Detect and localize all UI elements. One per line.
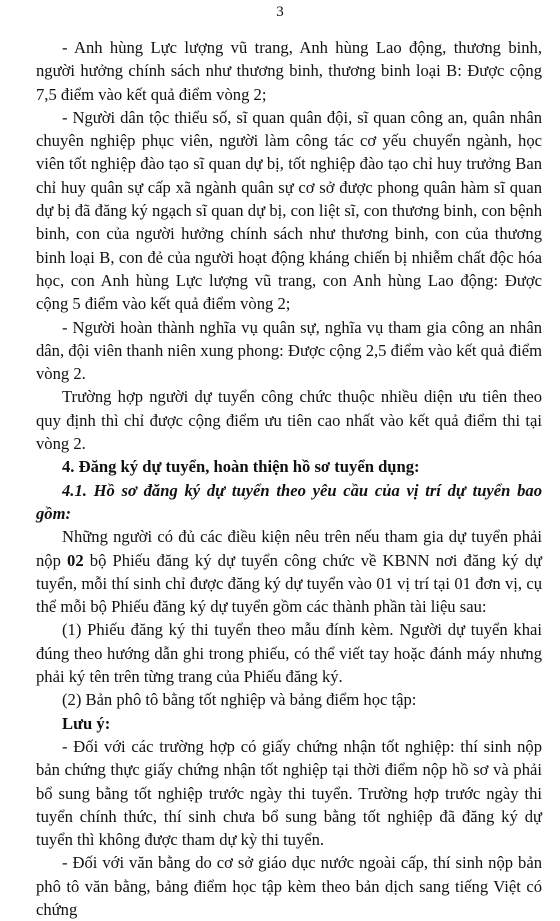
note-graduation-certificate: - Đối với các trường hợp có giấy chứng nhận tốt nghiệp: thí sinh nộp bản chứng thực giấy chứng nhận tốt nghiệp tại thời điểm nộp hồ sơ và phải bổ sung bằng tốt nghiệp trước ngày thi tuyển. Trường hợp trước ngày thi tuyển chính thức, thí sinh chưa bổ sung bằng tốt nghiệp đã đăng ký dự tuyển thì không được tham dự kỳ thi tuyển.	[36, 736, 542, 850]
priority-item-heroes: - Anh hùng Lực lượng vũ trang, Anh hùng Lao động, thương binh, người hưởng chính sách như thương binh, thương binh loại B: Được cộng 7,5 điểm vào kết quả điểm vòng 2;	[36, 38, 542, 104]
section-heading-4: 4. Đăng ký dự tuyển, hoàn thiện hồ sơ tuyển dụng:	[62, 457, 420, 477]
application-text-start: Những người có đủ các điều kiện nêu trên nếu tham gia dự tuyển phải nộp	[36, 527, 542, 570]
note-foreign-diploma: - Đối với văn bằng do cơ sở giáo dục nước ngoài cấp, thí sinh nộp bản phô tô văn bằng, bảng điểm học tập kèm theo bản dịch sang tiếng Việt có chứng	[36, 853, 542, 919]
application-requirements-paragraph	[36, 525, 542, 618]
document-item-1: (1) Phiếu đăng ký thi tuyển theo mẫu đính kèm. Người dự tuyển khai đúng theo hướng dẫn ghi trong phiếu, có thể viết tay hoặc đánh máy nhưng phải ký tên trên từng trang của Phiếu đăng ký.	[36, 620, 542, 687]
section-heading-4-1: 4.1. Hồ sơ đăng ký dự tuyển theo yêu cầu của vị trí dự tuyển bao gồm:	[36, 480, 542, 523]
priority-item-military-service: - Người hoàn thành nghĩa vụ quân sự, nghĩa vụ tham gia công an nhân dân, đội viên thanh niên xung phong: Được cộng 2,5 điểm vào kết quả điểm vòng 2.	[36, 317, 542, 384]
application-text-end: bộ Phiếu đăng ký dự tuyển công chức về KBNN nơi đăng ký dự tuyển, mỗi thí sinh chỉ được đăng ký dự tuyển vào 01 vị trí tại 01 đơn vị, cụ thể mỗi bộ Phiếu đăng ký dự tuyển gồm các thành phần tài liệu sau:	[36, 550, 542, 617]
page-number: 3	[276, 4, 284, 20]
document-body	[36, 36, 542, 921]
note-label: Lưu ý:	[62, 713, 111, 733]
document-item-2: (2) Bản phô tô bằng tốt nghiệp và bảng điểm học tập:	[62, 690, 417, 710]
copies-count: 02	[67, 550, 84, 570]
priority-item-ethnic-minorities: - Người dân tộc thiểu số, sĩ quan quân đội, sĩ quan công an, quân nhân chuyên nghiệp phục viên, người làm công tác cơ yếu chuyển ngành, học viên tốt nghiệp đào tạo sĩ quan dự bị, tốt nghiệp đào tạo chỉ huy trưởng Ban chỉ huy quân sự cấp xã ngành quân sự cơ sở được phong quân hàm sĩ quan dự bị đã đăng ký ngạch sĩ quan dự bị, con liệt sĩ, con thương binh, con bệnh binh, con của người hưởng chính sách như thương binh, con của thương binh loại B, con đẻ của người hoạt động kháng chiến bị nhiễm chất độc hóa học, con Anh hùng Lực lượng vũ trang, con Anh hùng Lao động: Được cộng 5 điểm vào kết quả điểm vòng 2;	[36, 107, 542, 314]
priority-rule-paragraph: Trường hợp người dự tuyển công chức thuộc nhiều diện ưu tiên theo quy định thì chỉ được cộng điểm ưu tiên cao nhất vào kết quả điểm thi tại vòng 2.	[36, 387, 542, 454]
